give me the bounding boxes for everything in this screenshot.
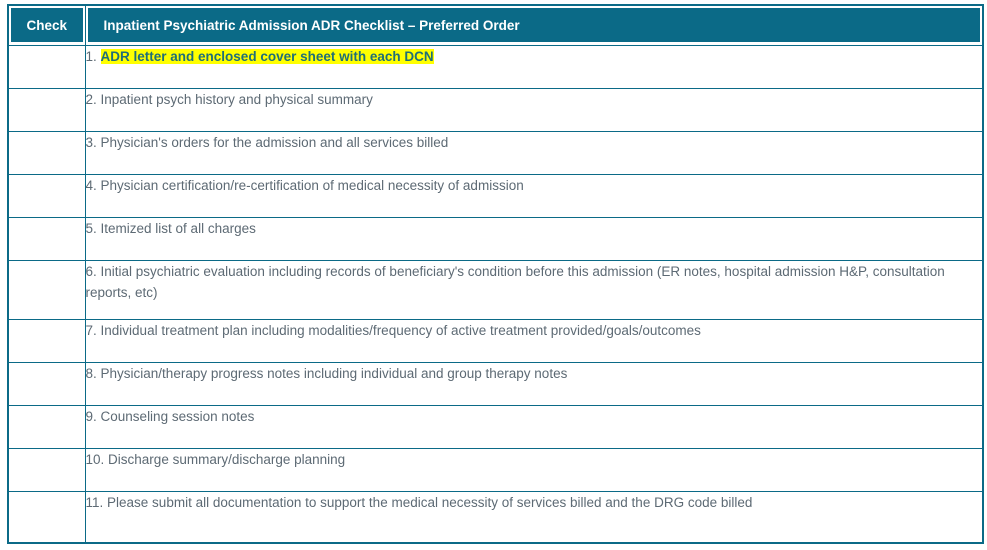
- checklist-title-header: [85, 5, 983, 45]
- checklist-item: [85, 491, 983, 543]
- checklist-row-9: [8, 405, 983, 448]
- checklist-item: [85, 45, 983, 88]
- item-number: 6.: [85, 263, 97, 279]
- check-cell: [8, 319, 85, 362]
- item-number: 7.: [85, 322, 97, 338]
- check-column-header-label: Check: [11, 8, 83, 42]
- item-number: 9.: [85, 408, 97, 424]
- checklist-row-6: [8, 260, 983, 319]
- item-text-highlighted: ADR letter and enclosed cover sheet with each DCN: [100, 48, 434, 64]
- item-text: Please submit all documentation to support the medical necessity of services billed and the DRG code billed: [107, 494, 753, 510]
- item-text: Individual treatment plan including modalities/frequency of active treatment provided/goals/outcomes: [100, 322, 701, 338]
- checklist-item: [85, 174, 983, 217]
- check-column-header: [8, 5, 85, 45]
- checklist-row-1: [8, 45, 983, 88]
- check-cell: [8, 260, 85, 319]
- item-text: Physician certification/re-certification of medical necessity of admission: [100, 177, 524, 193]
- check-cell: [8, 217, 85, 260]
- item-number: 5.: [85, 220, 97, 236]
- checklist-item: [85, 319, 983, 362]
- checklist-item: [85, 448, 983, 491]
- checklist-row-11: [8, 491, 983, 543]
- item-text: Discharge summary/discharge planning: [108, 451, 346, 467]
- item-text: Inpatient psych history and physical summary: [100, 91, 373, 107]
- item-number: 11.: [85, 494, 104, 510]
- checklist-row-4: [8, 174, 983, 217]
- checklist-item: [85, 217, 983, 260]
- item-text: Physician's orders for the admission and all services billed: [100, 134, 449, 150]
- item-number: 2.: [85, 91, 97, 107]
- item-text: Initial psychiatric evaluation including records of beneficiary's condition before this admission (ER notes, hospital admission H&P, consultation reports, etc): [85, 263, 945, 300]
- header-row: [8, 5, 983, 45]
- check-cell: [8, 131, 85, 174]
- check-cell: [8, 448, 85, 491]
- checklist-item: [85, 131, 983, 174]
- check-cell: [8, 362, 85, 405]
- check-cell: [8, 88, 85, 131]
- checklist-row-7: [8, 319, 983, 362]
- checklist-row-10: [8, 448, 983, 491]
- item-number: 8.: [85, 365, 97, 381]
- checklist-row-5: [8, 217, 983, 260]
- checklist-row-8: [8, 362, 983, 405]
- check-cell: [8, 491, 85, 543]
- checklist-item: [85, 362, 983, 405]
- checklist-title-label: Inpatient Psychiatric Admission ADR Checklist – Preferred Order: [88, 8, 981, 42]
- item-number: 1.: [85, 48, 97, 64]
- item-text: Counseling session notes: [100, 408, 255, 424]
- checklist-row-3: [8, 131, 983, 174]
- item-number: 3.: [85, 134, 97, 150]
- check-cell: [8, 45, 85, 88]
- check-cell: [8, 405, 85, 448]
- adr-checklist-table: [7, 4, 984, 544]
- checklist-row-2: [8, 88, 983, 131]
- item-text: Itemized list of all charges: [100, 220, 256, 236]
- checklist-item: [85, 405, 983, 448]
- checklist-item: [85, 88, 983, 131]
- check-cell: [8, 174, 85, 217]
- item-text: Physician/therapy progress notes including individual and group therapy notes: [100, 365, 568, 381]
- checklist-item: [85, 260, 983, 319]
- item-number: 4.: [85, 177, 97, 193]
- item-number: 10.: [85, 451, 105, 467]
